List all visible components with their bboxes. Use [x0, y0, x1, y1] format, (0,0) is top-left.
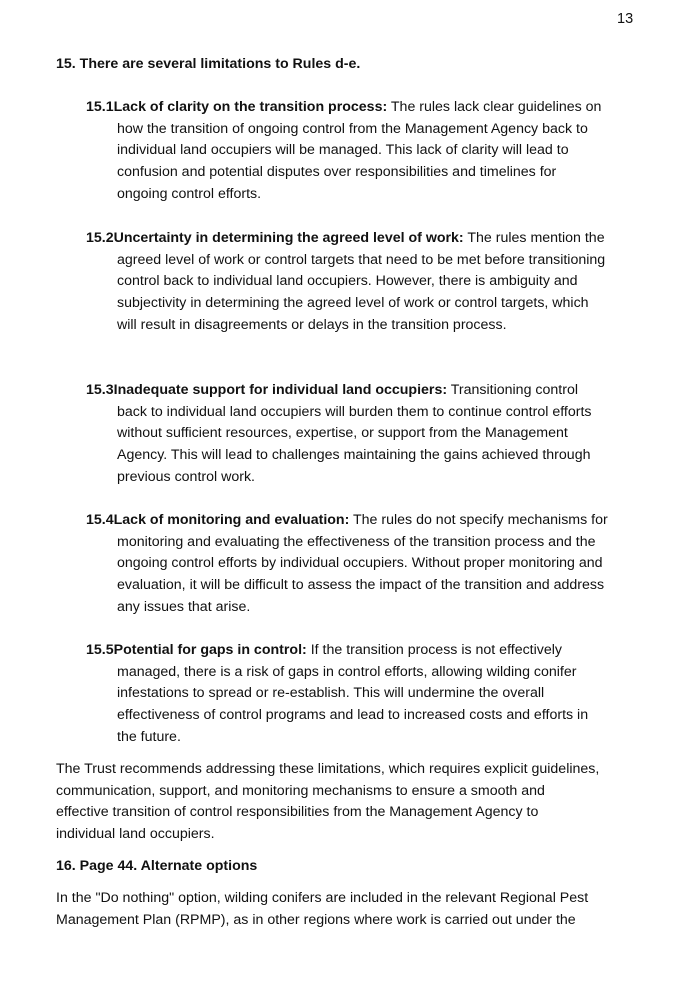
list-item-15-5: [86, 640, 646, 749]
item-text: The rules mention the: [467, 230, 605, 246]
list-item-15-4: [86, 510, 646, 619]
item-number: 15.4: [86, 512, 114, 528]
item-line: managed, there is a risk of gaps in control efforts, allowing wilding conifer: [117, 663, 577, 680]
item-line: individual land occupiers will be managed. This lack of clarity will lead to: [117, 142, 569, 159]
section-16-paragraph: [56, 888, 646, 931]
paragraph-line: In the "Do nothing" option, wilding conifers are included in the relevant Regional Pest: [56, 890, 589, 906]
paragraph-line: Management Plan (RPMP), as in other regions where work is carried out under the: [56, 911, 576, 928]
item-line: monitoring and evaluating the effectiveness of the transition process and the: [117, 533, 596, 550]
list-item-15-3: [86, 380, 646, 489]
recommendation-paragraph: [56, 759, 646, 846]
item-line: the future.: [117, 728, 181, 745]
item-line: without sufficient resources, expertise, or support from the Management: [117, 425, 568, 442]
item-line: previous control work.: [117, 468, 255, 485]
item-line: any issues that arise.: [117, 598, 251, 615]
item-number: 15.1: [86, 99, 114, 115]
list-item-15-2: [86, 228, 646, 337]
item-text: The rules do not specify mechanisms for: [353, 512, 608, 528]
item-text: Transitioning control: [450, 382, 578, 398]
paragraph-line: communication, support, and monitoring mechanisms to ensure a smooth and: [56, 782, 545, 799]
paragraph-line: effective transition of control responsibilities from the Management Agency to: [56, 804, 539, 821]
item-number: 15.3: [86, 382, 114, 398]
section-16-heading: 16. Page 44. Alternate options: [56, 858, 258, 874]
item-line: infestations to spread or re-establish. This will undermine the overall: [117, 685, 545, 702]
item-line: ongoing control efforts.: [117, 185, 262, 202]
item-title: Lack of monitoring and evaluation:: [113, 512, 350, 528]
item-number: 15.2: [86, 230, 114, 246]
item-text: If the transition process is not effectively: [310, 642, 562, 658]
item-line: effectiveness of control programs and lead to increased costs and efforts in: [117, 707, 589, 724]
item-line: how the transition of ongoing control from the Management Agency back to: [117, 120, 588, 137]
item-line: control back to individual land occupiers. However, there is ambiguity and: [117, 273, 578, 290]
item-line: ongoing control efforts by individual occupiers. Without proper monitoring and: [117, 555, 603, 572]
item-title: Potential for gaps in control:: [113, 642, 307, 658]
item-line: back to individual land occupiers will burden them to continue control efforts: [117, 403, 592, 420]
item-line: confusion and potential disputes over responsibilities and timelines for: [117, 164, 557, 181]
item-line: evaluation, it will be difficult to assess the impact of the transition and address: [117, 577, 605, 594]
section-15-heading: 15. There are several limitations to Rules d-e.: [56, 56, 361, 72]
item-text: The rules lack clear guidelines on: [390, 99, 602, 115]
item-number: 15.5: [86, 642, 114, 658]
paragraph-line: individual land occupiers.: [56, 826, 215, 843]
page-number: 13: [617, 11, 634, 27]
item-line: agreed level of work or control targets that need to be met before transitioning: [117, 251, 606, 268]
item-title: Lack of clarity on the transition process:: [113, 99, 388, 115]
list-item-15-1: [86, 97, 646, 206]
item-line: subjectivity in determining the agreed level of work or control targets, which: [117, 295, 589, 312]
item-title: Inadequate support for individual land occupiers:: [113, 382, 448, 398]
item-line: will result in disagreements or delays in the transition process.: [117, 316, 507, 333]
paragraph-line: The Trust recommends addressing these limitations, which requires explicit guidelines,: [56, 761, 600, 777]
item-title: Uncertainty in determining the agreed level of work:: [113, 230, 464, 246]
item-line: Agency. This will lead to challenges maintaining the gains achieved through: [117, 447, 591, 464]
